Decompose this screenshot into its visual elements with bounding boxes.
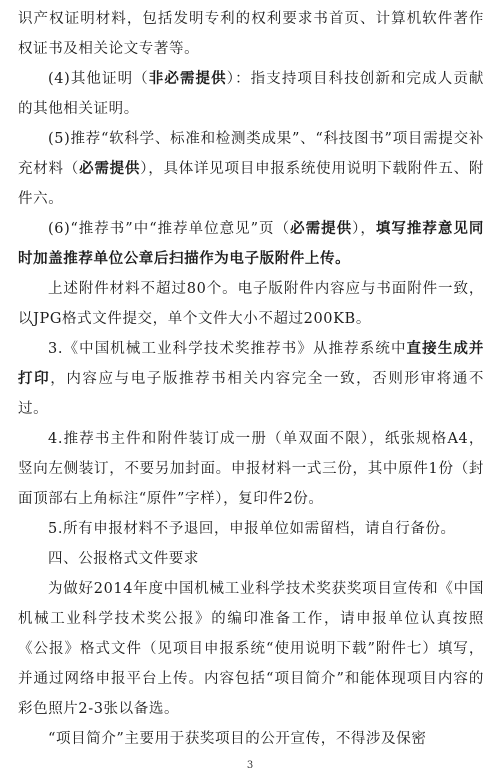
paragraph-supplementary-materials [18,124,484,214]
paragraph-other-proof [18,64,484,124]
paragraph-bulletin-preparation [18,574,484,724]
paragraph-project-summary [18,724,484,754]
paragraph-binding [18,424,484,514]
paragraph-ip-materials [18,4,484,64]
text-run: 四、公报格式文件要求 [48,551,199,567]
body-text [18,4,484,754]
text-run: (6)“推荐书”中“推荐单位意见”页（ [48,221,291,237]
bold-run: 非必需提供 [148,70,227,87]
text-run: ）， [352,221,376,237]
paragraph-print-recommendation [18,334,484,424]
bold-run: 必需提供 [79,160,141,177]
text-run: “项目简介”主要用于获奖项目的公开宣传，不得涉及保密 [48,731,427,747]
paragraph-attachment-limits [18,274,484,334]
text-run: (5)推荐“软科学、标准和检测类成果”、“科技图书”项目需提交补充材料（ [18,131,484,177]
paragraph-no-return [18,514,484,544]
text-run: 4.推荐书主件和附件装订成一册（单双面不限），纸张规格A4，竖向左侧装订，不要另加封面。申报材料一式三份，其中原件1份（封面顶部右上角标注“原件”字样），复印件2份。 [18,431,484,507]
text-run: ，内容应与电子版推荐书相关内容完全一致，否则形审将通不过。 [18,371,485,417]
section-heading-bulletin-format [18,544,484,574]
text-run: 为做好2014年度中国机械工业科学技术奖获奖项目宣传和《中国机械工业科学技术奖公报》的编印准备工作，请申报单位认真按照《公报》格式文件（见项目申报系统“使用说明下载”附件七）填写，并通过网络申报平台上传。内容包括“项目简介”和能体现项目内容的彩色照片2-3张以备选。 [18,581,484,717]
page-number: 3 [246,760,254,771]
text-run: 3.《中国机械工业科学技术奖推荐书》从推荐系统中 [48,341,407,357]
text-run: (4)其他证明（ [48,71,149,87]
bold-run: 必需提供 [290,220,353,237]
text-run: 上述附件材料不超过80个。电子版附件内容应与书面附件一致，以JPG格式文件提交，单个文件大小不超过200KB。 [18,281,484,327]
bold-run: 直接生成并打印 [18,340,485,387]
text-run: ）：指支持项目科技创新和完成人贡献的其他相关证明。 [18,71,485,117]
paragraph-recommendation-page [18,214,484,274]
text-run: ），具体详见项目申报系统使用说明下载附件五、附件六。 [18,161,484,207]
text-run: 5.所有申报材料不予退回，申报单位如需留档，请自行备份。 [48,521,456,537]
text-run: 识产权证明材料，包括发明专利的权利要求书首页、计算机软件著作权证书及相关论文专著等。 [18,11,484,57]
bold-run: 填写推荐意见同时加盖推荐单位公章后扫描作为电子版附件上传。 [18,220,485,267]
